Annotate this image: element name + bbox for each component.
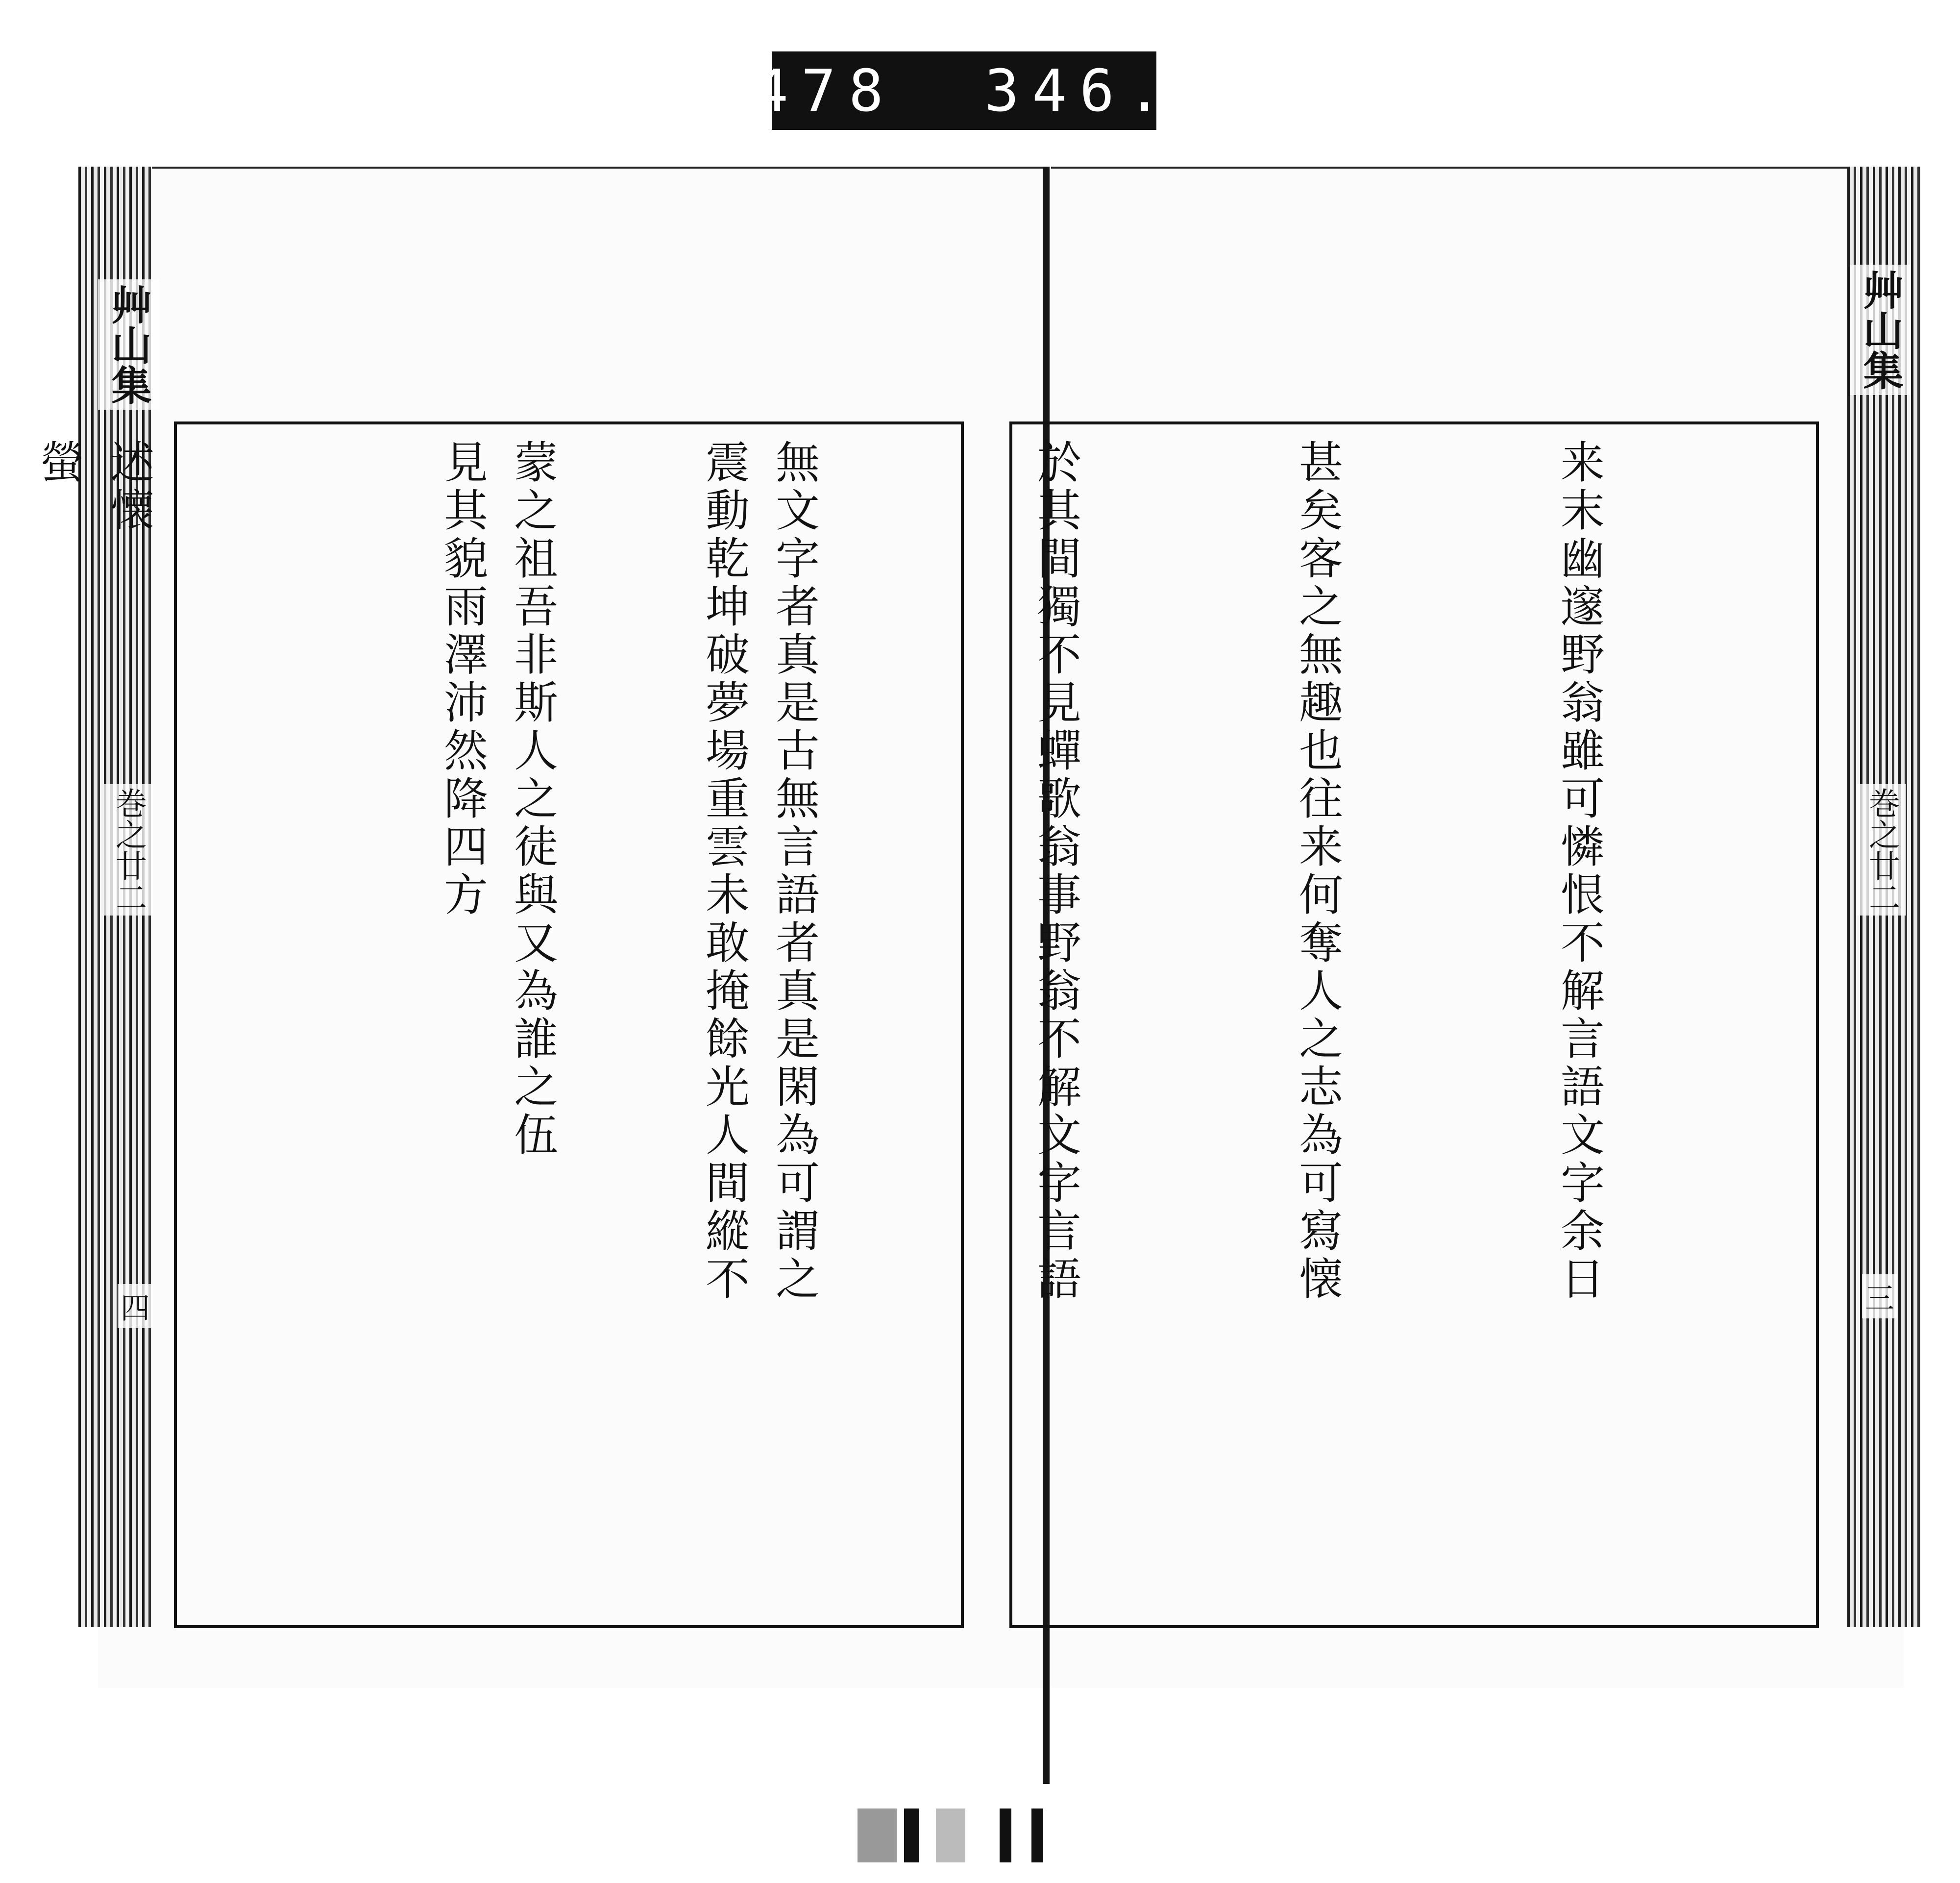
text-column: 無文字者真是古無言語者真是閑為可謂之 bbox=[768, 439, 819, 1304]
scan-marker bbox=[936, 1809, 965, 1862]
poem-title: 螢 bbox=[32, 439, 84, 487]
right-page-number: 三 bbox=[1862, 1274, 1897, 1318]
left-margin-volume: 巻之廿二 bbox=[104, 784, 153, 916]
text-column: 蒙之祖吾非斯人之徒與又為誰之伍 bbox=[506, 439, 558, 1160]
scan-marker bbox=[858, 1809, 897, 1862]
scan-marker bbox=[904, 1809, 919, 1862]
catalogue-number-left: 478 bbox=[753, 57, 896, 124]
scan-marker bbox=[1031, 1809, 1043, 1862]
text-column: 見其貌雨澤沛然降四方 bbox=[436, 439, 488, 919]
scan-marker bbox=[1000, 1809, 1011, 1862]
left-page-number: 四 bbox=[118, 1284, 153, 1328]
catalogue-label bbox=[753, 51, 1175, 130]
right-margin-volume: 巻之廿二 bbox=[1857, 784, 1906, 916]
text-column: 震動乾坤破夢場重雲未敢掩餘光人間縱不 bbox=[698, 439, 749, 1304]
text-column: 来末幽邃野翁雖可憐恨不解言語文字余日 bbox=[1553, 439, 1604, 1304]
text-column: 甚矣客之無趣也往来何奪人之志為可寫懐 bbox=[1291, 439, 1343, 1304]
right-margin-title: 艸山集 bbox=[1850, 265, 1911, 395]
scan-markers bbox=[858, 1809, 1063, 1867]
poem-title: 述懐 bbox=[102, 439, 154, 535]
left-margin-title: 艸山集 bbox=[98, 279, 159, 410]
catalogue-number-right: 346. bbox=[984, 57, 1175, 124]
text-column: 於其間獨不見蟬歌翁事野翁不解文字言語 bbox=[1029, 439, 1081, 1304]
